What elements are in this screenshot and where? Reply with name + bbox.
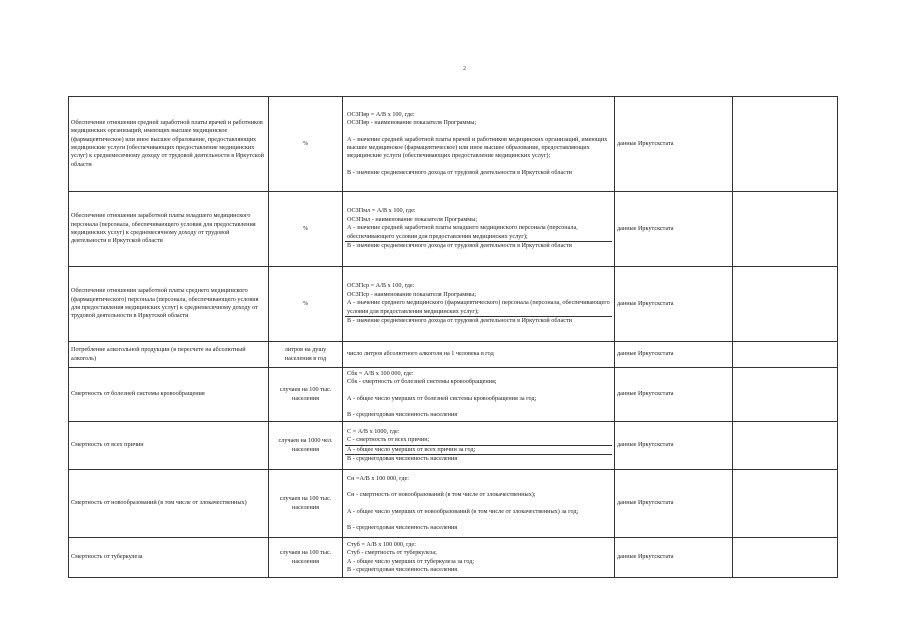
formula-line: В - значение среднемесячного дохода от трудовой деятельности в Иркутской области — [345, 316, 612, 325]
unit-cell: случаев на 100 тыс. населения — [269, 538, 343, 578]
indicator-cell: Потребление алкогольной продукции (в пересчете на абсолютный алкоголь) — [69, 342, 269, 368]
empty-cell — [733, 342, 838, 368]
table-row — [69, 470, 838, 538]
formula-line: В - среднегодовая численность населения — [345, 454, 612, 463]
source-cell: данные Иркутскстата — [615, 97, 733, 192]
formula-cell — [343, 422, 615, 470]
source-cell: данные Иркутскстата — [615, 538, 733, 578]
unit-cell: случаев на 100 тыс. населения — [269, 470, 343, 538]
formula-line: С = А/В х 1000, где: — [347, 427, 400, 435]
formula-line: В - среднегодовая численность населения — [347, 565, 458, 573]
formula-line: В - среднегодовая численность населения — [347, 523, 458, 531]
formula-line: ОСЗПср = А/В х 100, где: — [347, 282, 415, 290]
table-row — [69, 368, 838, 422]
source-cell: данные Иркутскстата — [615, 470, 733, 538]
formula-line: Сн - смертность от новообразований (в том числе от злокачественных); — [347, 491, 536, 499]
empty-cell — [733, 470, 838, 538]
indicator-cell: Смертность от всех причин — [69, 422, 269, 470]
source-cell: данные Иркутскстата — [615, 342, 733, 368]
formula-cell — [343, 368, 615, 422]
source-cell: данные Иркутскстата — [615, 267, 733, 342]
formula-cell — [343, 192, 615, 267]
indicator-cell: Обеспечение отношения заработной платы младшего медицинского персонала (персонала, обеспечивающего условия для предоставления медицинских услуг) к среднемесячному доходу от трудовой деятельности в Иркутской области — [69, 192, 269, 267]
formula-cell — [343, 267, 615, 342]
formula-line: Сбк = А/В х 100 000, где: — [347, 369, 414, 377]
formula-line: число литров абсолютного алкоголя на 1 человека в год — [347, 350, 494, 358]
empty-cell — [733, 422, 838, 470]
formula-line: ОСЗПмл = А/В х 100, где: — [347, 207, 416, 215]
indicator-cell: Смертность от новообразований (в том числе от злокачественных) — [69, 470, 269, 538]
unit-cell: случаев на 100 тыс. населения — [269, 368, 343, 422]
source-cell: данные Иркутскстата — [615, 192, 733, 267]
formula-line: ОСЗПвр - наименование показателя Программы; — [347, 119, 477, 127]
empty-cell — [733, 97, 838, 192]
indicator-cell: Обеспечение отношения заработной платы среднего медицинского (фармацевтического) персонала (персонала, обеспечивающего условия для предоставления медицинских услуг) к среднемесячному доходу от трудовой деятельности в Иркутской области — [69, 267, 269, 342]
formula-line: А - общее число умерших от всех причин за год; — [345, 445, 612, 454]
formula-line: В - значение среднемесячного дохода от трудовой деятельности в Иркутской области — [345, 241, 612, 250]
formula-line: А - значение средней заработной платы врачей и работников медицинских организаций, имеющих высшее медицинское (фармацевтическое) или иное высшее образование, предоставляющих медицинские услуги (обеспечивающих предоставление медицинских услуг); — [347, 135, 608, 160]
formula-cell — [343, 97, 615, 192]
table-row — [69, 342, 838, 368]
formula-line: А - значение средней заработной платы младшего медицинского персонала (персонала, обеспечивающего условия для предоставления медицинских услуг); — [347, 224, 578, 240]
formula-line: А - значение среднего медицинского (фармацевтического) персонала (персонала, обеспечивающего условия для предоставления медицинских услуг); — [347, 299, 610, 315]
formula-cell — [343, 470, 615, 538]
formula-line: А - общее число умерших от туберкулеза за год; — [347, 557, 475, 565]
formula-line: А - общее число умерших от болезней системы кровообращения за год; — [347, 394, 537, 402]
table-row — [69, 192, 838, 267]
table-row — [69, 97, 838, 192]
formula-line: ОСЗПмл - наименование показателя Программы; — [347, 215, 478, 223]
unit-cell: % — [269, 267, 343, 342]
formula-line: ОСЗПвр = А/В х 100, где: — [347, 110, 415, 118]
indicators-table — [68, 96, 838, 578]
formula-line: Стуб - смертность от туберкулеза; — [347, 549, 437, 557]
formula-line: Сбк - смертность от болезней системы кровообращения; — [347, 378, 497, 386]
indicator-cell: Смертность от туберкулеза — [69, 538, 269, 578]
table-row — [69, 422, 838, 470]
formula-cell — [343, 342, 615, 368]
formula-cell — [343, 538, 615, 578]
empty-cell — [733, 192, 838, 267]
empty-cell — [733, 368, 838, 422]
formula-line: Сн =А/В х 100 000, где: — [347, 474, 410, 482]
formula-line: В - среднегодовая численность населения — [347, 410, 458, 418]
source-cell: данные Иркутскстата — [615, 368, 733, 422]
formula-line: А - общее число умерших от новообразований (в том числе от злокачественных) за год; — [347, 507, 579, 515]
formula-line: Стуб = А/В х 100 000, где: — [347, 540, 416, 548]
table-row — [69, 538, 838, 578]
unit-cell: % — [269, 97, 343, 192]
formula-line: С - смертность от всех причин; — [347, 436, 430, 444]
source-cell: данные Иркутскстата — [615, 422, 733, 470]
page-number: 2 — [463, 66, 466, 72]
unit-cell: случаев на 1000 чел. населения — [269, 422, 343, 470]
empty-cell — [733, 538, 838, 578]
formula-line: ОСЗПср - наименование показателя Программы; — [347, 290, 476, 298]
unit-cell: % — [269, 192, 343, 267]
indicator-cell: Смертность от болезней системы кровообращения — [69, 368, 269, 422]
empty-cell — [733, 267, 838, 342]
indicator-cell: Обеспечение отношения средней заработной платы врачей и работников медицинских организаций, имеющих высшее медицинское (фармацевтическое) или иное высшее образование, предоставляющих медицинские услуги (обеспечивающих предоставление медицинских услуг) к среднемесячному доходу от трудовой деятельности в Иркутской области — [69, 97, 269, 192]
table-row — [69, 267, 838, 342]
formula-line: В - значение среднемесячного дохода от трудовой деятельности в Иркутской области — [347, 168, 572, 176]
unit-cell: литров на душу населения в год — [269, 342, 343, 368]
